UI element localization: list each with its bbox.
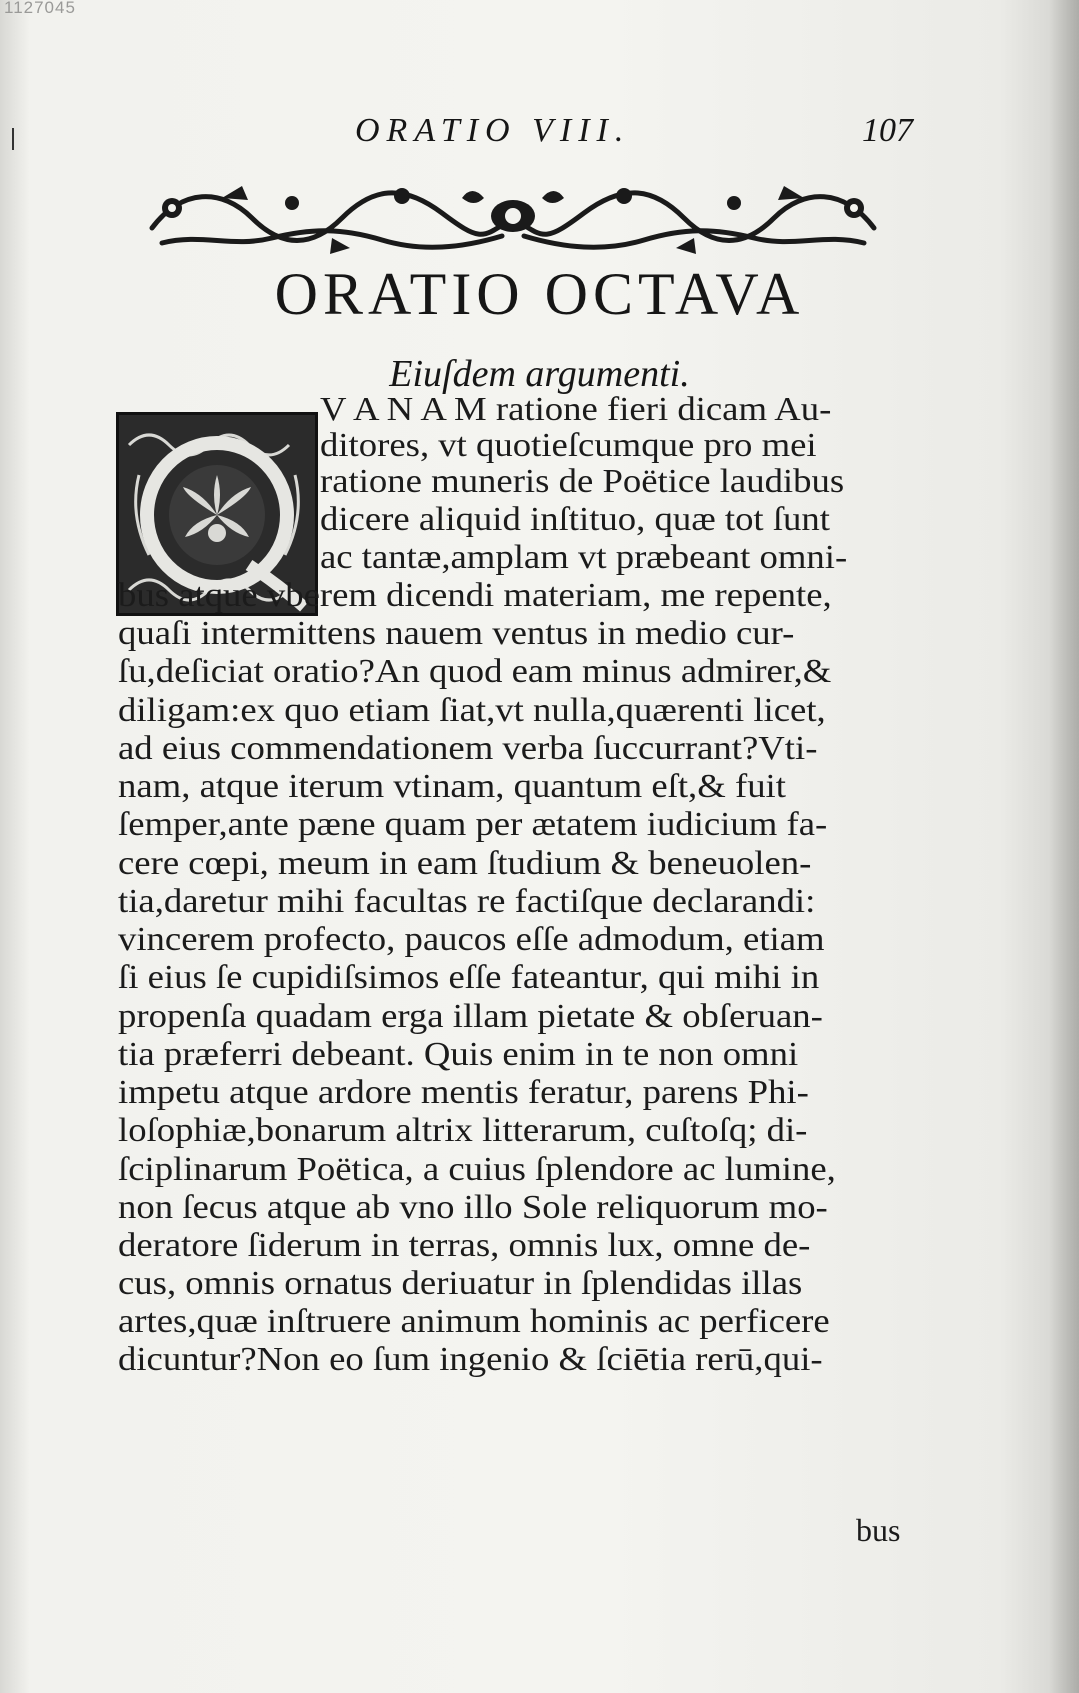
ornamental-headpiece (142, 178, 884, 256)
shelfmark: 1127045 (4, 0, 76, 17)
text-line: cus, omnis ornatus deriuatur in ſplendidas illas (118, 1265, 803, 1302)
text-line: ratione muneris de Poëtice laudibus (320, 463, 845, 500)
text-line: propenſa quadam erga illam pietate & obſeruan- (118, 998, 823, 1035)
text-line: tia,daretur mihi facultas re factiſque declarandi: (118, 883, 816, 920)
text-line: dicere aliquid inſtituo, quæ tot ſunt (320, 501, 830, 538)
show-through (120, 210, 128, 247)
text-line: quaſi intermittens nauem ventus in medio cur- (118, 615, 795, 652)
catchword: bus (856, 1512, 901, 1548)
text-line: ad eius commendationem verba ſuccurrant?Vti- (118, 730, 818, 767)
text-line: dicuntur?Non eo ſum ingenio & ſciētia rerū,qui- (118, 1341, 823, 1378)
text-line: ſi eius ſe cupidiſsimos eſſe fateantur, qui mihi in (118, 959, 820, 996)
text-line: loſophiæ,bonarum altrix litterarum, cuſtoſq; di- (118, 1112, 808, 1149)
text-line: ſu,deſiciat oratio?An quod eam minus admirer,& (118, 653, 832, 690)
text-line: cere cœpi, meum in eam ſtudium & beneuolen- (118, 845, 812, 882)
text-line: diligam:ex quo etiam ſiat,vt nulla,quærenti licet, (118, 692, 826, 729)
text-line: vincerem profecto, paucos eſſe admodum, etiam (118, 921, 825, 958)
text-line: ſciplinarum Poëtica, a cuius ſplendore ac lumine, (118, 1151, 836, 1188)
text-line: tia præferri debeant. Quis enim in te non omni (118, 1036, 799, 1073)
text-line: artes,quæ inſtruere animum hominis ac perficere (118, 1303, 830, 1340)
running-head: ORATIO VIII. (355, 112, 631, 149)
text-line: V A N A M ratione fieri dicam Au- (320, 391, 832, 428)
text-line: ſemper,ante pæne quam per ætatem iudicium fa- (118, 806, 828, 843)
text-line: impetu atque ardore mentis feratur, parens Phi- (118, 1074, 809, 1111)
text-line: nam, atque iterum vtinam, quantum eſt,& fuit (118, 768, 786, 805)
margin-mark (12, 128, 14, 150)
text-line: bus atque vberem dicendi materiam, me repente, (118, 577, 832, 614)
page-edge-shadow (1049, 0, 1079, 1693)
text-line: non ſecus atque ab vno illo Sole reliquorum mo- (118, 1189, 828, 1226)
text-line: deratore ſiderum in terras, omnis lux, omne de- (118, 1227, 811, 1264)
text-line: ac tantæ,amplam vt præbeant omni- (320, 539, 848, 576)
text-line: ditores, vt quotieſcumque pro mei (320, 427, 817, 464)
oration-subtitle: Eiuſdem argumenti. (389, 353, 690, 395)
page-number: 107 (862, 112, 913, 149)
oration-title: ORATIO OCTAVA (274, 261, 805, 327)
